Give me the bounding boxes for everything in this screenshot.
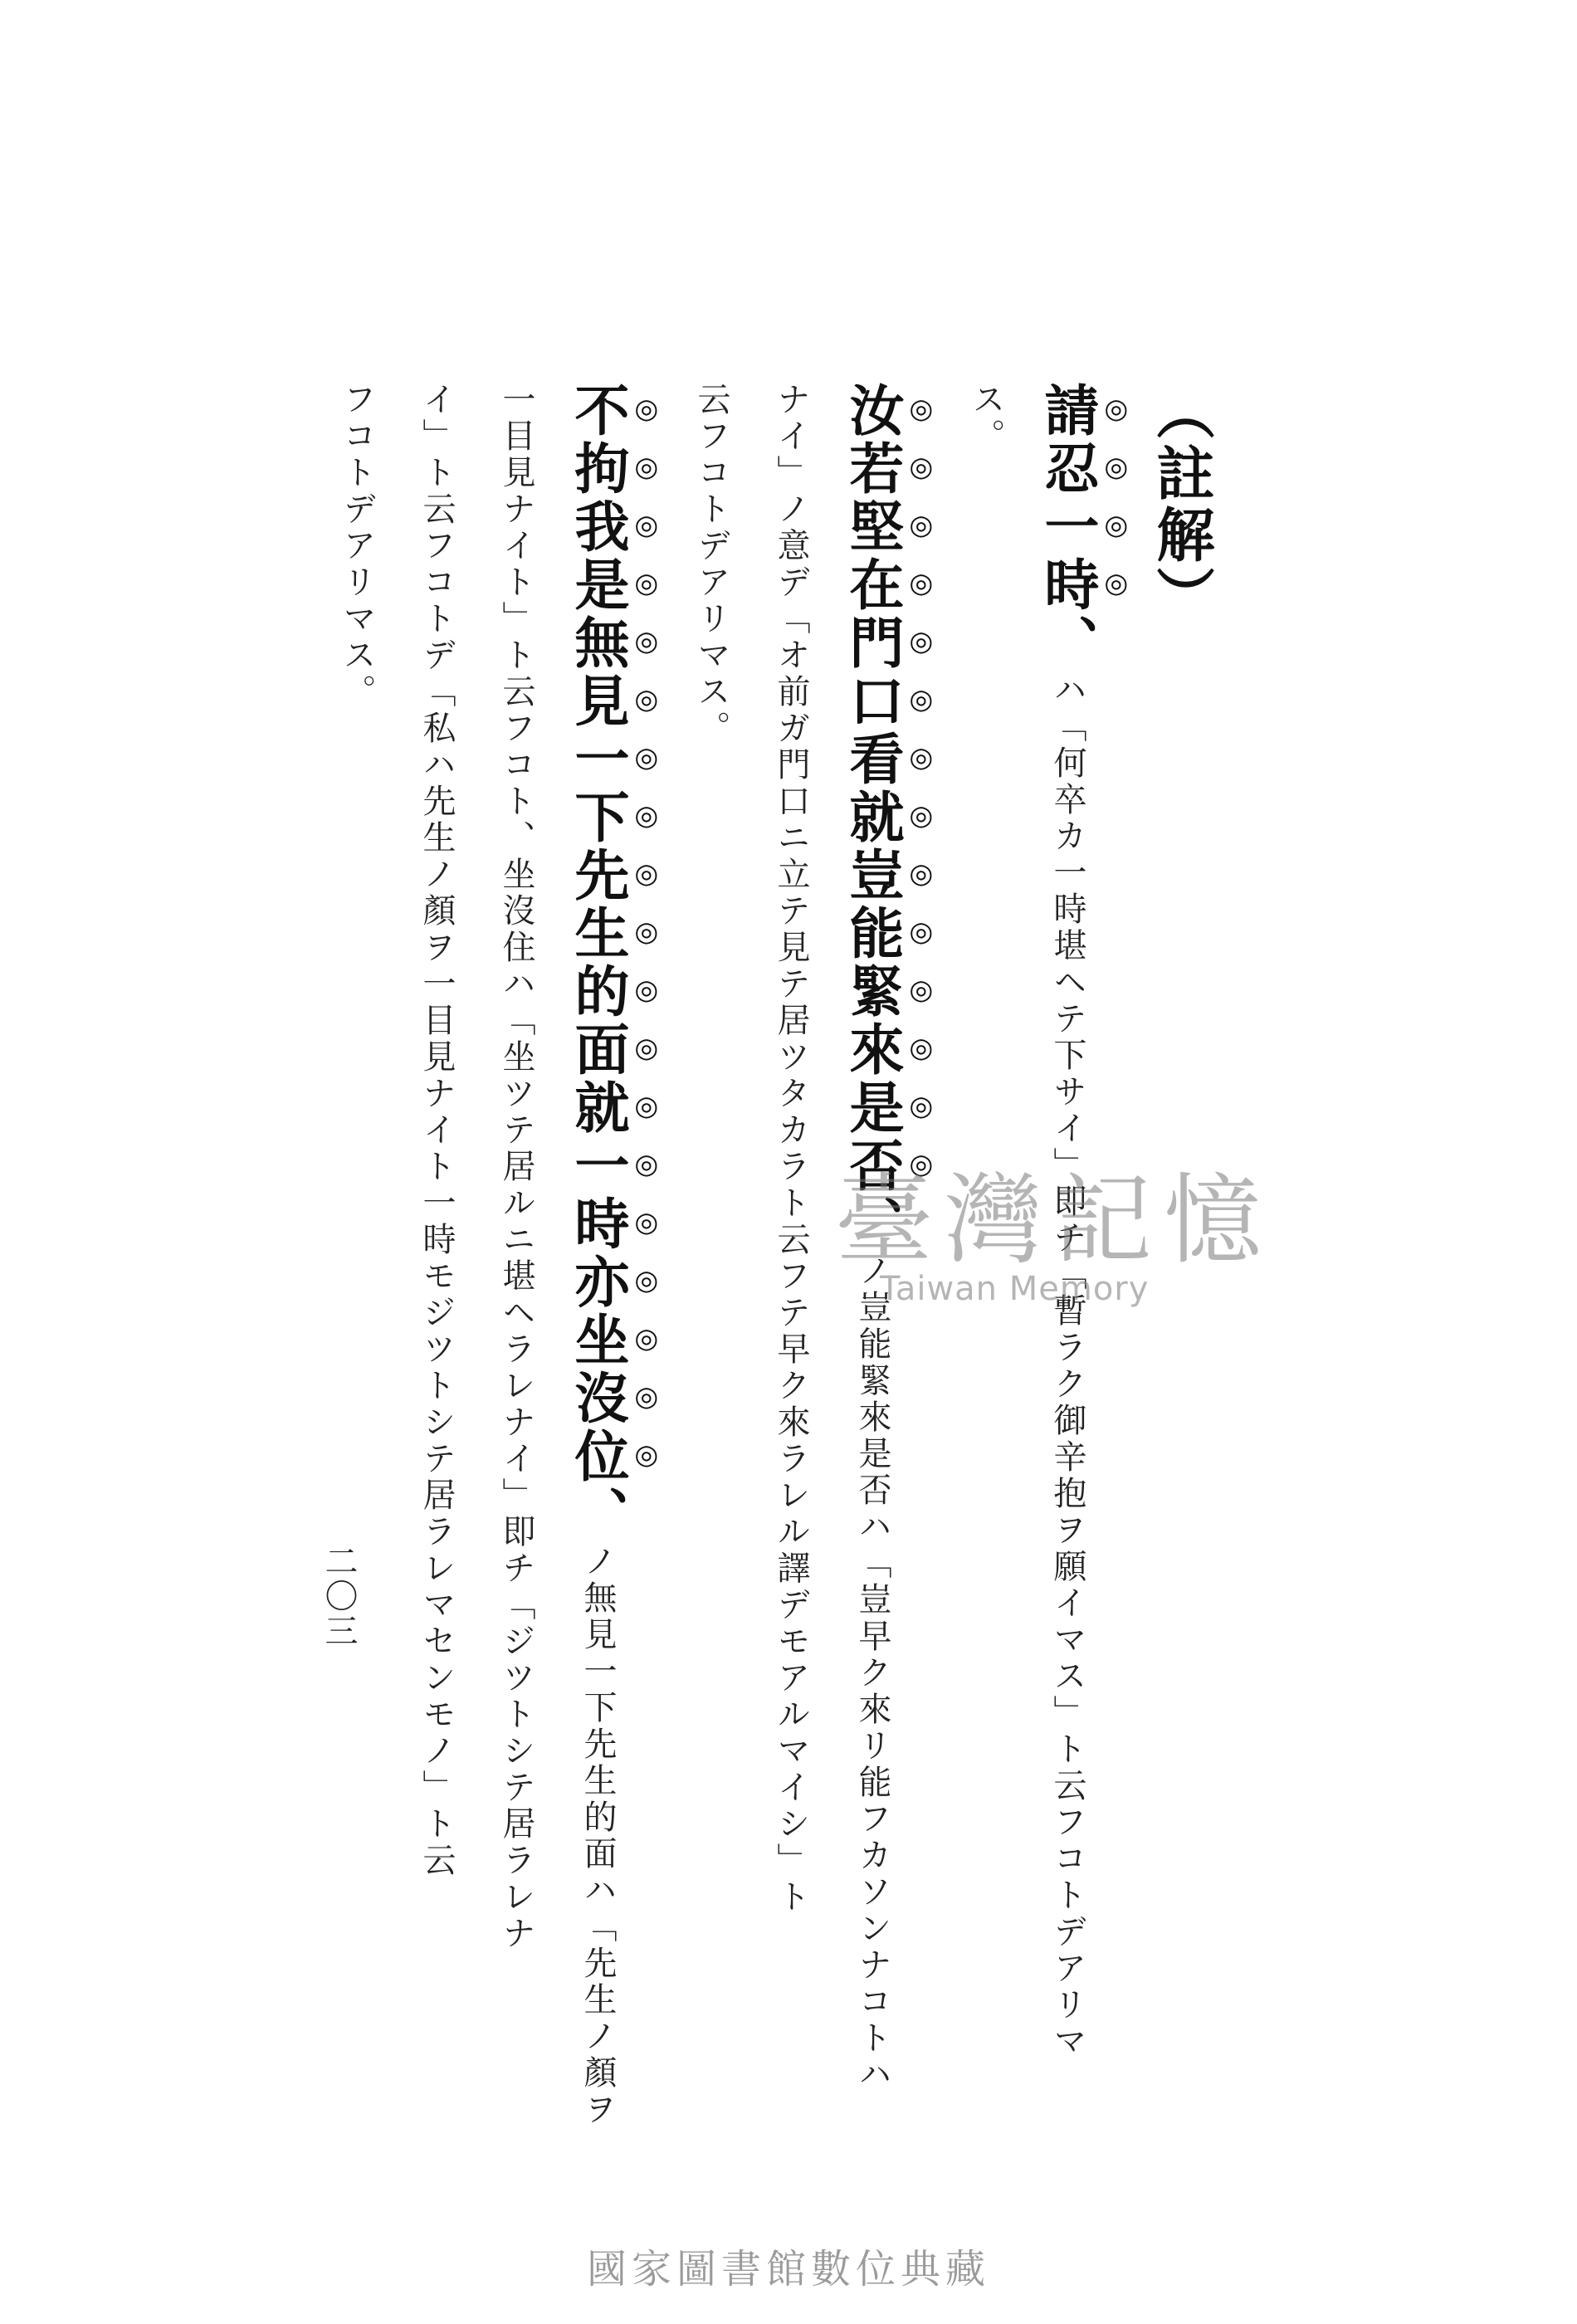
page-number: 二〇三	[320, 1544, 358, 1648]
column-gloss-text: ハ「何卒カ一時堪ヘテ下サイ」即チ「暫ラク御辛抱ヲ願イマス」ト云フコトデアリマ	[1048, 672, 1086, 2060]
column-gloss-text: 一目見ナイト」ト云フコト、坐沒住ハ「坐ツテ居ルニ堪ヘラレナイ」即チ「ジツトシテ居ラレナ	[497, 382, 535, 1952]
column-main-text: 請忍一時、	[1035, 382, 1100, 672]
text-column-7	[565, 382, 662, 2128]
column-gloss-text: ス。	[967, 382, 1005, 455]
text-column-9	[406, 382, 467, 2025]
column-gloss-text: フコトデアリマス。	[338, 382, 376, 710]
watermark-chinese: 臺灣記憶	[834, 1163, 1273, 1277]
text-column-2	[1035, 382, 1132, 2060]
text-column-1	[1147, 382, 1216, 2025]
column-gloss-text: イ」ト云フコトデ「私ハ先生ノ顏ヲ一目見ナイト一時モジツトシテ居ラレマセンモノ」ト云	[417, 382, 456, 1879]
text-column-10	[326, 382, 388, 2025]
text-column-5	[760, 382, 822, 2025]
column-main-text: 不拘我是無見一下先生的面就一時亦坐沒位、	[565, 382, 630, 1544]
column-gloss-text: 云フコトデアリマス。	[692, 382, 730, 747]
text-column-6	[681, 382, 742, 2025]
column-gloss-text: ノ無見一下先生的面ハ「先生ノ顏ヲ	[579, 1544, 617, 2128]
column-main-text: 汝若堅在門口看就豈能緊來是否、	[840, 382, 905, 1253]
column-gloss-text: ナイ」ノ意デ「オ前ガ門口ニ立テ見テ居ツタカラト云フテ早ク來ラレル譯デモアルマイシ」ト	[772, 382, 810, 1916]
column-gloss-text: ノ豈能緊來是否ハ「豈早ク來リ能フカソンナコトハ	[853, 1253, 891, 2093]
watermark-english: Taiwan Memory	[880, 1270, 1150, 1308]
section-heading: （註解）	[1147, 382, 1216, 627]
vertical-text-block	[308, 382, 1216, 2128]
text-column-3	[955, 382, 1017, 2025]
footer-credit: 國家圖書館數位典藏	[586, 2246, 990, 2292]
text-column-4	[840, 382, 937, 2093]
text-column-8	[486, 382, 547, 2025]
